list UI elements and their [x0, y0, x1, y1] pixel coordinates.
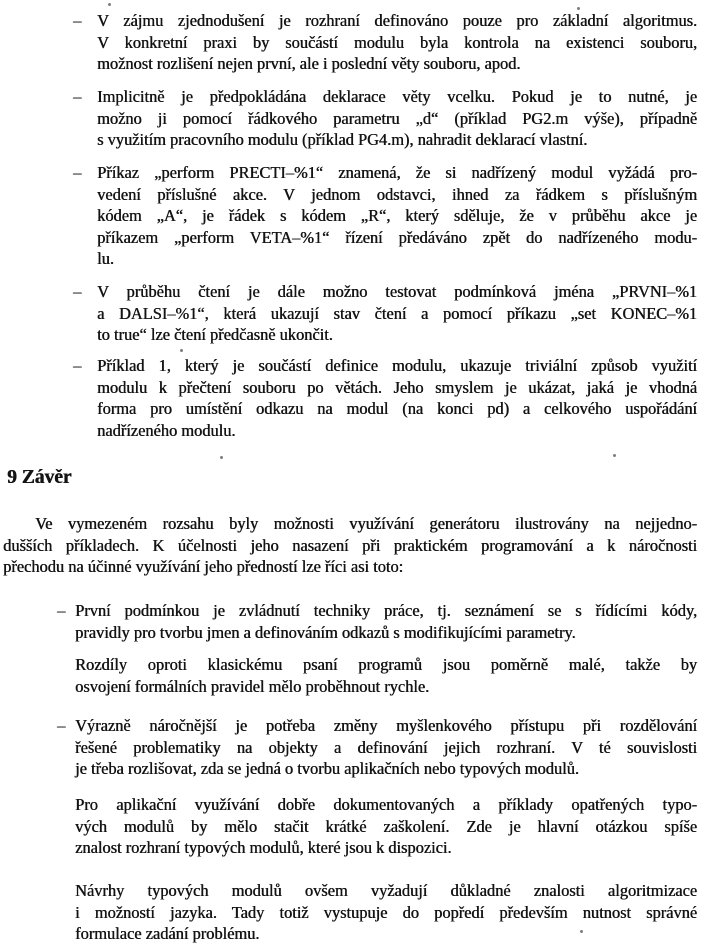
- dash-bullet: –: [73, 11, 82, 30]
- text-line: Implicitně je předpokládána deklarace věty vcelku. Pokud je to nutné, je: [97, 87, 697, 106]
- dash-bullet: –: [73, 87, 82, 106]
- text-line: V zájmu zjednodušení je rozhraní definováno pouze pro základní algoritmus.: [97, 11, 697, 30]
- dash-bullet: –: [73, 282, 82, 301]
- text-line: i možností jazyka. Tady totiž vystupuje do popředí především nutnost správné: [75, 902, 697, 922]
- conclusion-bullet-2-text: [75, 715, 697, 780]
- text-line: možno ji pomocí řádkového parametru „d“ (příklad PG2.m výše), případně: [97, 108, 697, 128]
- text-line: forma pro umístění odkazu na modul (na konci pd) a celkového uspořádání: [97, 399, 697, 418]
- text-line: přechodu na účinné využívání jeho předností lze říci asi toto:: [3, 557, 404, 576]
- bullet-item-4: [73, 281, 697, 346]
- text-line: osvojení formálních pravidel mělo proběhnout rychle.: [75, 676, 430, 696]
- bullet-item-2: [73, 86, 697, 151]
- text-line: Návrhy typových modulů ovšem vyžadují důkladné znalosti algoritmizace: [75, 881, 697, 900]
- text-line: modulu k přečtení souboru po větách. Jeho smyslem je ukázat, jaká je vhodná: [97, 377, 697, 397]
- scan-speck: [613, 454, 616, 457]
- text-line: nadřízeného modulu.: [97, 420, 236, 440]
- scan-speck: [108, 3, 111, 6]
- text-line: možnost rozlišení nejen první, ale i poslední věty souboru, apod.: [97, 54, 521, 73]
- text-line: vých modulů by mělo stačit krátké zaškolení. Zde je hlavní otázkou spíše: [75, 816, 697, 836]
- text-line: řešené problematiky na objekty a definování jejich rozhraní. V té souvislosti: [75, 737, 697, 757]
- bullet-item-1: [73, 10, 697, 75]
- conclusion-bullet-1-text: [75, 600, 697, 643]
- conclusion-bullet-2: [57, 715, 697, 780]
- dash-bullet: –: [57, 716, 66, 735]
- text-line: lu.: [97, 249, 114, 268]
- text-line: formulace zadání problému.: [75, 924, 260, 943]
- text-line: příkazem „perform VETA–%1“ řízení předáváno zpět do nadřízeného modu-: [97, 227, 697, 247]
- text-line: pravidly pro tvorbu jmen a definováním odkazů s modifikujícími parametry.: [75, 622, 576, 642]
- text-line: a DALSI–%1“, která ukazují stav čtení a pomocí příkazu „set KONEC–%1: [97, 303, 697, 323]
- bullet-item-5: [73, 355, 697, 441]
- scan-speck: [220, 456, 223, 459]
- scan-speck: [180, 349, 183, 352]
- text-line: Příklad 1, který je součástí definice modulu, ukazuje triviální způsob využití: [97, 356, 697, 375]
- conclusion-paragraph-3: [75, 880, 697, 945]
- dash-bullet: –: [73, 356, 82, 375]
- text-line: Pro aplikační využívání dobře dokumentovaných a příklady opatřených typo-: [75, 795, 697, 814]
- section-heading: 9 Závěr: [7, 467, 72, 488]
- scan-speck: [580, 930, 583, 933]
- bullet-item-3: [73, 162, 697, 270]
- bullet-item-3-text: [97, 162, 697, 270]
- text-line: V průběhu čtení je dále možno testovat podmínková jména „PRVNI–%1: [97, 282, 697, 301]
- text-line: V konkretní praxi by součástí modulu byla kontrola na existenci souboru,: [97, 32, 697, 52]
- text-line: Příkaz „perform PRECTI–%1“ znamená, že si nadřízený modul vyžádá pro-: [97, 163, 697, 182]
- text-line: s využitím pracovního modulu (příklad PG4.m), nahradit deklarací vlastní.: [97, 130, 588, 149]
- bullet-item-4-text: [97, 281, 697, 346]
- text-line: je třeba rozlišovat, zda se jedná o tvorbu aplikačních nebo typových modulů.: [75, 759, 579, 778]
- conclusion-paragraph-1: [75, 654, 697, 697]
- text-line: znalost rozhraní typových modulů, které jsou k dispozici.: [75, 838, 452, 857]
- text-line: Výrazně náročnější je potřeba změny myšlenkového přístupu při rozdělování: [75, 716, 697, 735]
- text-line: Rozdíly oproti klasickému psaní programů jsou poměrně malé, takže by: [75, 655, 697, 674]
- text-line: to true“ lze čtení předčasně ukončit.: [97, 325, 333, 344]
- scan-speck: [577, 7, 580, 10]
- bullet-item-1-text: [97, 10, 697, 75]
- dash-bullet: –: [73, 163, 82, 182]
- lead-paragraph: [3, 513, 697, 578]
- conclusion-paragraph-2: [75, 794, 697, 859]
- text-line: Ve vymezeném rozsahu byly možnosti využívání generátoru ilustrovány na nejjedno-: [35, 514, 697, 533]
- text-line: kódem „A“, je řádek s kódem „R“, který sděluje, že v průběhu akce je: [97, 206, 697, 225]
- dash-bullet: –: [57, 601, 66, 620]
- bullet-item-2-text: [97, 86, 697, 151]
- conclusion-bullet-1: [57, 600, 697, 643]
- text-line: První podmínkou je zvládnutí techniky práce, tj. seznámení se s řídícími kódy,: [75, 601, 697, 620]
- text-line: dušších příkladech. K účelnosti jeho nasazení při praktickém programování a k náročnosti: [3, 535, 697, 555]
- text-line: vedení příslušné akce. V jednom odstavci, ihned za řádkem s příslušným: [97, 184, 697, 204]
- bullet-item-5-text: [97, 355, 697, 441]
